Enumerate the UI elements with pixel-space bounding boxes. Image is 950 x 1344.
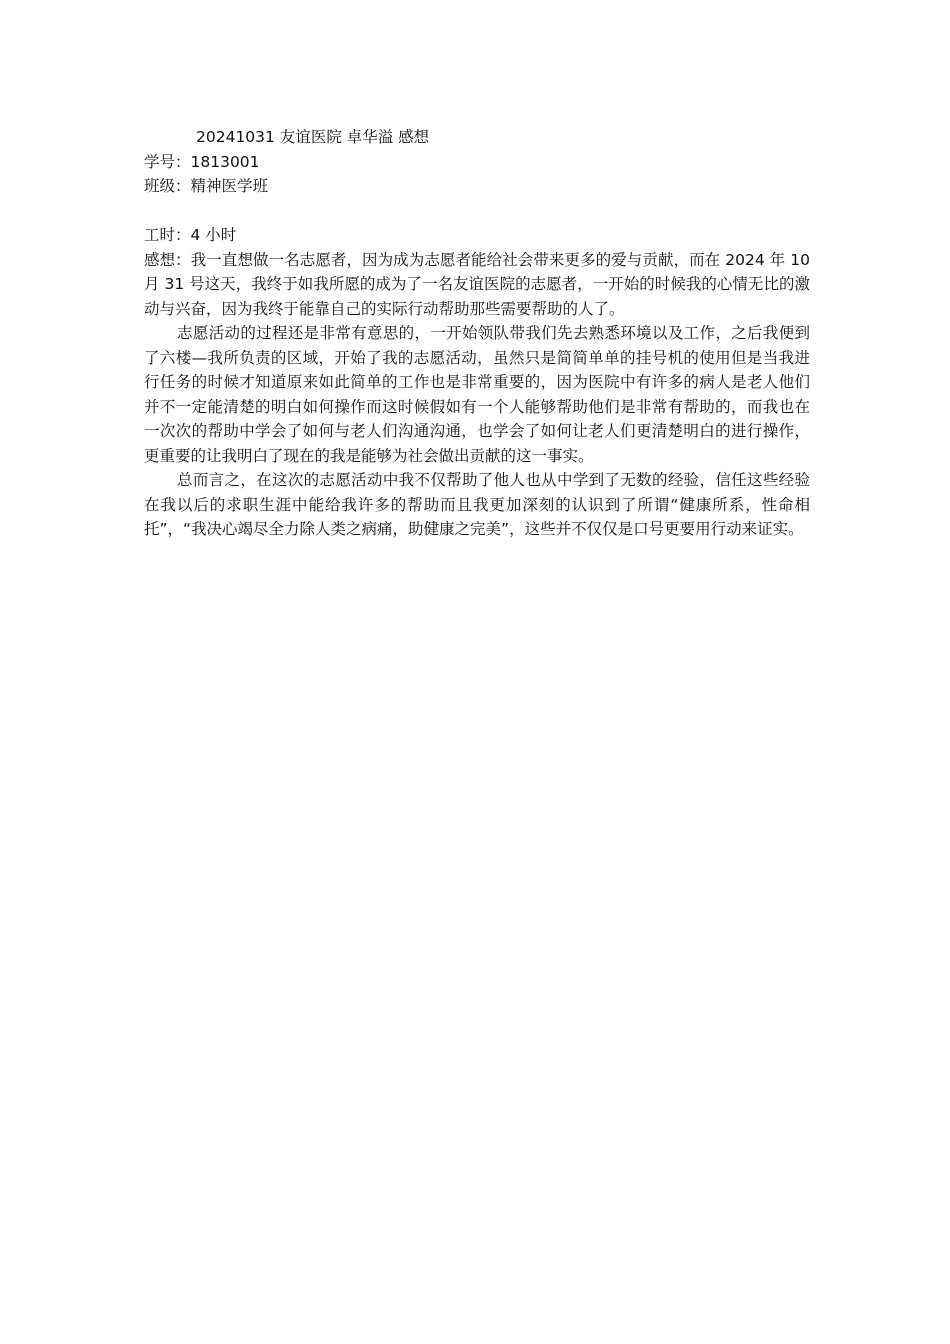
work-hours-line: 工时：4 小时 bbox=[144, 226, 237, 244]
student-id-line: 学号：1813001 bbox=[144, 152, 260, 171]
class-line: 班级：精神医学班 bbox=[144, 177, 269, 195]
reflection-paragraph-2: 志愿活动的过程还是非常有意思的，一开始领队带我们先去熟悉环境以及工作，之后我便到了六楼—我所负责的区域，开始了我的志愿活动，虽然只是简简单单的挂号机的使用但是当我进行任务的时候才知道原来如此简单的工作也是非常重要的，因为医院中有许多的病人是老人他们并不一定能清楚的明白如何操作而这时候假如有一个人能够帮助他们是非常有帮助的，而我也在一次次的帮助中学会了如何与老人们沟通沟通，也学会了如何让老人们更清楚明白的进行操作，更重要的让我明白了现在的我是能够为社会做出贡献的这一事实。 bbox=[144, 324, 810, 465]
blank-line bbox=[144, 199, 810, 224]
document-body bbox=[144, 125, 810, 542]
reflection-paragraph-3: 总而言之，在这次的志愿活动中我不仅帮助了他人也从中学到了无数的经验，信任这些经验在我以后的求职生涯中能给我许多的帮助而且我更加深刻的认识到了所谓“健康所系，性命相托”，“我决心竭尽全力除人类之病痛，助健康之完美”，这些并不仅仅是口号更要用行动来证实。 bbox=[144, 471, 810, 538]
reflection-paragraph-1: 感想：我一直想做一名志愿者，因为成为志愿者能给社会带来更多的爱与贡献，而在 2024 年 10 月 31 号这天，我终于如我所愿的成为了一名友谊医院的志愿者，一开始的时候我的心情无比的激动与兴奋，因为我终于能靠自己的实际行动帮助那些需要帮助的人了。 bbox=[144, 250, 810, 318]
document-title: 20241031 友谊医院 卓华溢 感想 bbox=[196, 128, 430, 146]
